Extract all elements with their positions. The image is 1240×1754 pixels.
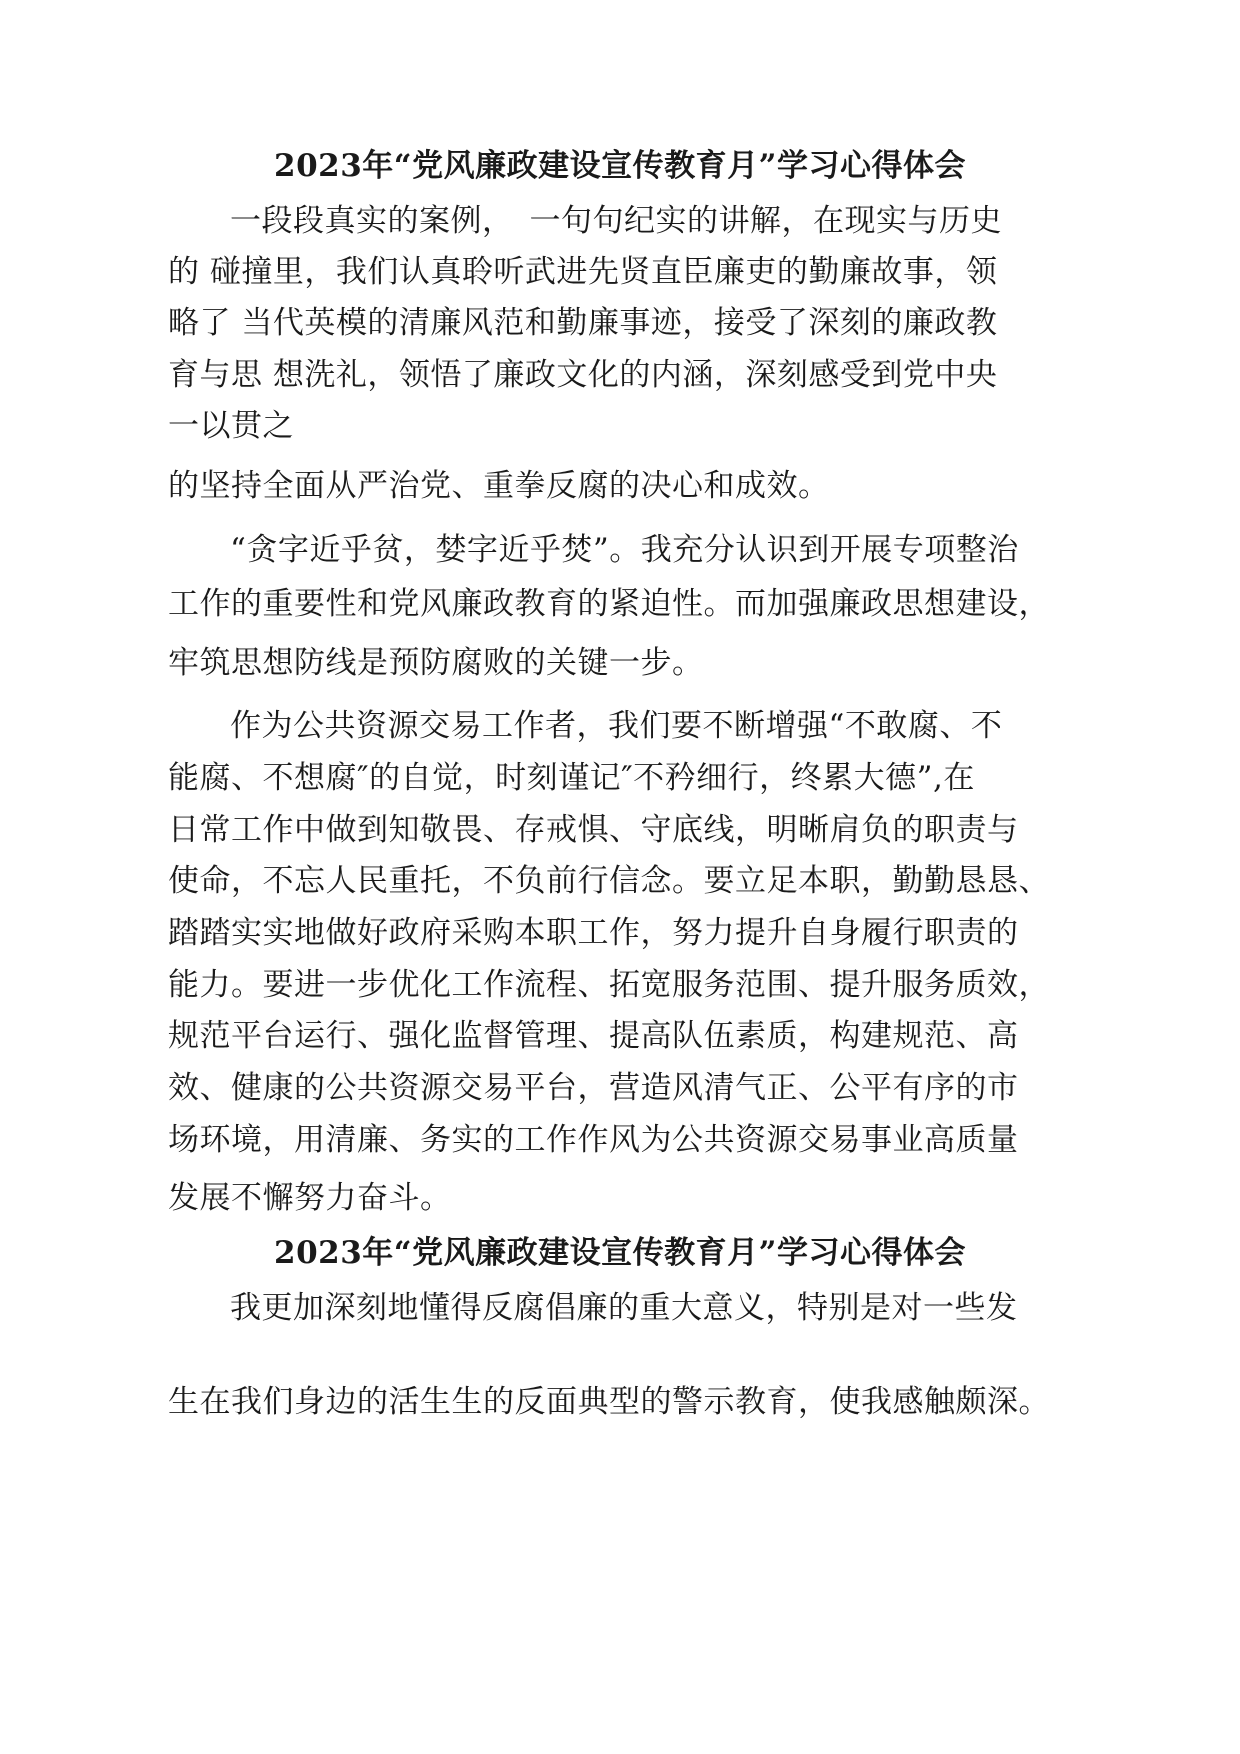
paragraph-line: 一以贯之 xyxy=(168,408,294,444)
paragraph-line: 的坚持全面从严治党、重拳反腐的决心和成效。 xyxy=(168,468,830,504)
paragraph-line: 的 碰撞里，我们认真聆听武进先贤直臣廉吏的勤廉故事，领 xyxy=(168,254,998,290)
paragraph-line: 使命，不忘人民重托，不负前行信念。要立足本职，勤勤恳恳、 xyxy=(168,863,1050,899)
paragraph-line: 一段段真实的案例， 一句句纪实的讲解，在现实与历史 xyxy=(230,203,1002,239)
paragraph-line: “贪字近乎贫，婪字近乎焚”。我充分认识到开展专项整治 xyxy=(230,532,1019,568)
paragraph-line: 我更加深刻地懂得反腐倡廉的重大意义，特别是对一些发 xyxy=(230,1290,1018,1326)
section-title: 2023年“党风廉政建设宣传教育月”学习心得体会 xyxy=(274,1235,966,1271)
paragraph-line: 能腐、不想腐″的自觉，时刻谨记″不矜细行，终累大德”,在 xyxy=(168,760,975,796)
paragraph-line: 能力。要进一步优化工作流程、拓宽服务范围、提升服务质效， xyxy=(168,967,1050,1003)
paragraph-line: 生在我们身边的活生生的反面典型的警示教育，使我感触颇深。 xyxy=(168,1384,1050,1420)
paragraph-line: 育与思 想洗礼，领悟了廉政文化的内涵，深刻感受到党中央 xyxy=(168,357,998,393)
paragraph-line: 日常工作中做到知敬畏、存戒惧、守底线，明晰肩负的职责与 xyxy=(168,812,1019,848)
paragraph-line: 规范平台运行、强化监督管理、提高队伍素质，构建规范、高 xyxy=(168,1018,1019,1054)
paragraph-line: 作为公共资源交易工作者，我们要不断增强“不敢腐、不 xyxy=(230,708,1003,744)
paragraph-line: 工作的重要性和党风廉政教育的紧迫性。而加强廉政思想建设， xyxy=(168,586,1050,622)
paragraph-line: 场环境，用清廉、务实的工作作风为公共资源交易事业高质量 xyxy=(168,1122,1019,1158)
paragraph-line: 效、健康的公共资源交易平台，营造风清气正、公平有序的市 xyxy=(168,1070,1019,1106)
paragraph-line: 发展不懈努力奋斗。 xyxy=(168,1180,452,1216)
paragraph-line: 牢筑思想防线是预防腐败的关键一步。 xyxy=(168,645,704,681)
paragraph-line: 略了 当代英模的清廉风范和勤廉事迹，接受了深刻的廉政教 xyxy=(168,305,998,341)
paragraph-line: 踏踏实实地做好政府采购本职工作，努力提升自身履行职责的 xyxy=(168,915,1019,951)
document-title: 2023年“党风廉政建设宣传教育月”学习心得体会 xyxy=(274,148,966,184)
